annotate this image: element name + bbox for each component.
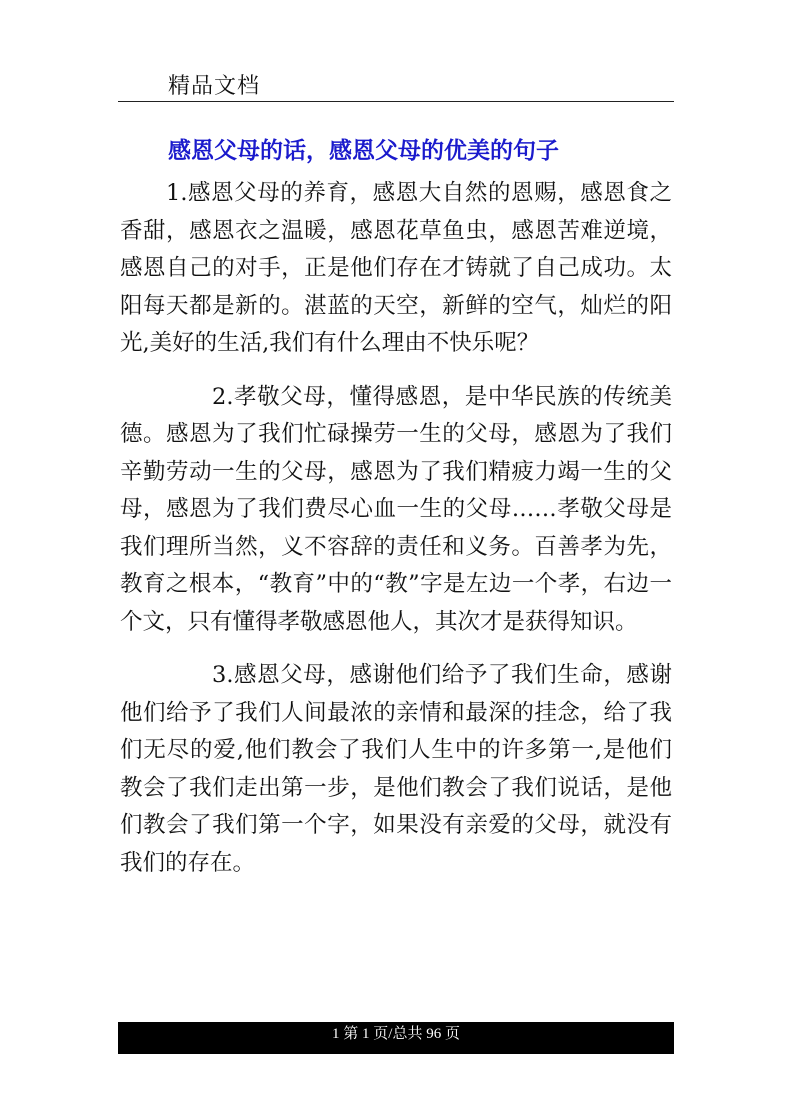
header-divider (118, 101, 674, 102)
paragraph-2: 2.孝敬父母，懂得感恩，是中华民族的传统美德。感恩为了我们忙碌操劳一生的父母，感恩为了我们辛勤劳动一生的父母，感恩为了我们精疲力竭一生的父母，感恩为了我们费尽心血一生的父母……孝敬父母是我们理所当然，义不容辞的责任和义务。百善孝为先，教育之根本，“教育”中的“教”字是左边一个孝，右边一个文，只有懂得孝敬感恩他人，其次才是获得知识。 (120, 383, 672, 635)
paragraph-1: 1.感恩父母的养育，感恩大自然的恩赐，感恩食之香甜，感恩衣之温暖，感恩花草鱼虫，感恩苦难逆境，感恩自己的对手，正是他们存在才铸就了自己成功。太阳每天都是新的。湛蓝的天空，新鲜的空气，灿烂的阳光,美好的生活,我们有什么理由不快乐呢？ (120, 180, 672, 356)
article-title: 感恩父母的话，感恩父母的优美的句子 (168, 137, 559, 164)
header-title: 精品文档 (168, 74, 261, 99)
footer-page-info: 1 第 1 页/总共 96 页 (118, 1022, 674, 1054)
paragraph-3: 3.感恩父母，感谢他们给予了我们生命，感谢他们给予了我们人间最浓的亲情和最深的挂念，给了我们无尽的爱,他们教会了我们人生中的许多第一,是他们教会了我们走出第一步，是他们教会了我们说话，是他们教会了我们第一个字，如果没有亲爱的父母，就没有我们的存在。 (120, 662, 672, 876)
document-body (120, 131, 672, 882)
